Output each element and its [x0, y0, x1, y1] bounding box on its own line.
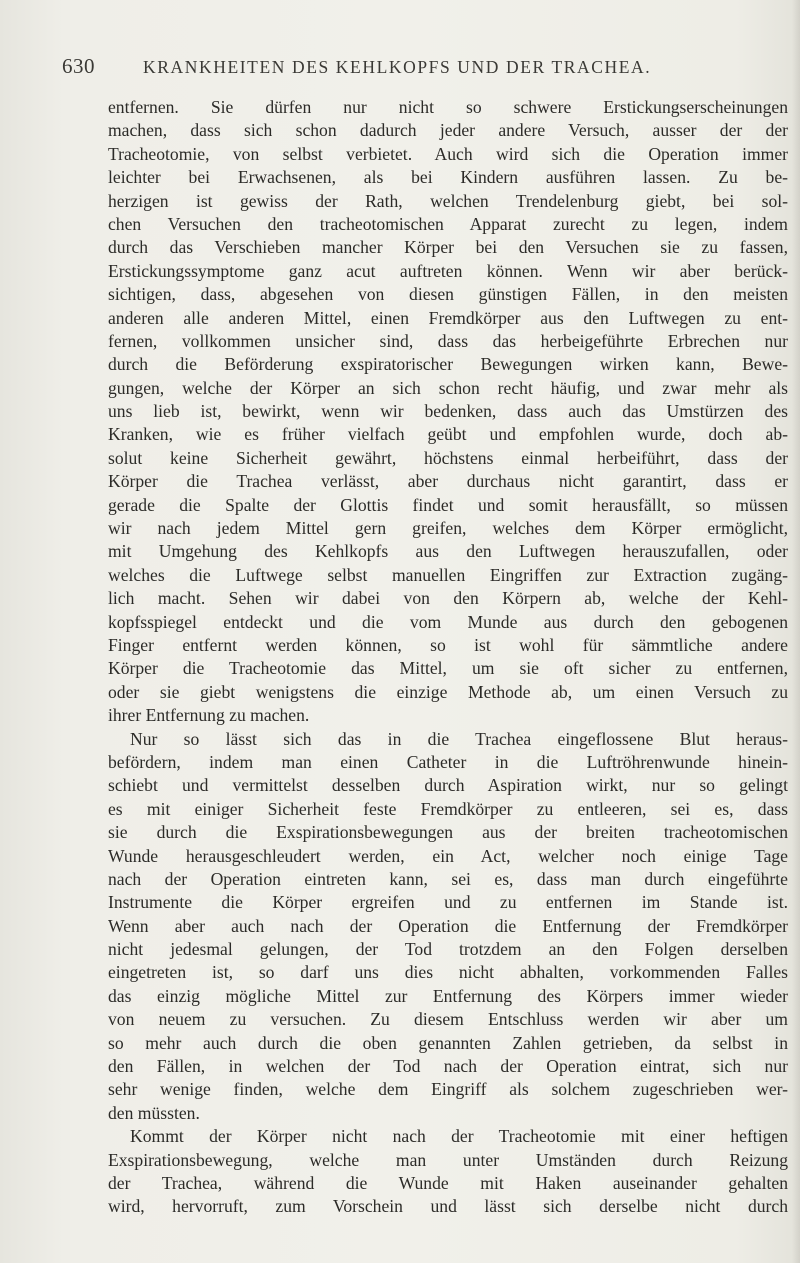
text-line: gerade die Spalte der Glottis findet und somit herausfällt, so müssen — [108, 494, 788, 515]
text-line: nicht jedesmal gelungen, der Tod trotzdem an den Folgen derselben — [108, 939, 788, 960]
text-line: Tracheotomie, von selbst verbietet. Auch wird sich die Operation immer — [108, 143, 788, 164]
text-line: uns lieb ist, bewirkt, wenn wir bedenken, dass auch das Umstürzen des — [108, 401, 788, 422]
page-edge-shadow — [792, 0, 800, 1263]
text-line: sie durch die Exspirationsbewegungen aus der breiten tracheotomischen — [108, 822, 788, 843]
text-line: schiebt und vermittelst desselben durch Aspiration wirkt, nur so gelingt — [108, 775, 788, 796]
text-line: wird, hervorruft, zum Vorschein und lässt sich derselbe nicht durch — [108, 1196, 788, 1217]
text-line: eingetreten ist, so darf uns dies nicht abhalten, vorkommenden Falles — [108, 962, 788, 983]
paragraph-start-line: Nur so lässt sich das in die Trachea eingeflossene Blut heraus- — [130, 728, 788, 749]
text-line: Kranken, wie es früher vielfach geübt und empfohlen wurde, doch ab- — [108, 424, 788, 445]
text-line: sichtigen, dass, abgesehen von diesen günstigen Fällen, in den meisten — [108, 284, 788, 305]
text-line: wir nach jedem Mittel gern greifen, welches dem Körper ermöglicht, — [108, 518, 788, 539]
text-line: durch die Beförderung exspiratorischer Bewegungen wirken kann, Bewe- — [108, 354, 788, 375]
text-line: es mit einiger Sicherheit feste Fremdkörper zu entleeren, sei es, dass — [108, 798, 788, 819]
text-line: anderen alle anderen Mittel, einen Fremdkörper aus den Luftwegen zu ent- — [108, 307, 788, 328]
text-line: das einzig mögliche Mittel zur Entfernung des Körpers immer wieder — [108, 985, 788, 1006]
text-line: so mehr auch durch die oben genannten Zahlen getrieben, da selbst in — [108, 1032, 788, 1053]
paragraph-start-line: Kommt der Körper nicht nach der Tracheotomie mit einer heftigen — [130, 1126, 788, 1147]
text-line: Exspirationsbewegung, welche man unter Umständen durch Reizung — [108, 1149, 788, 1170]
text-line: kopfsspiegel entdeckt und die vom Munde aus durch den gebogenen — [108, 611, 788, 632]
text-line: lich macht. Sehen wir dabei von den Körpern ab, welche der Kehl- — [108, 588, 788, 609]
text-line: Körper die Tracheotomie das Mittel, um sie oft sicher zu entfernen, — [108, 658, 788, 679]
text-line: entfernen. Sie dürfen nur nicht so schwere Erstickungserscheinungen — [108, 97, 788, 117]
text-line: solut keine Sicherheit gewährt, höchstens einmal herbeiführt, dass der — [108, 447, 788, 468]
text-line: leichter bei Erwachsenen, als bei Kindern ausführen lassen. Zu be- — [108, 167, 788, 188]
text-line: Instrumente die Körper ergreifen und zu entfernen im Stande ist. — [108, 892, 788, 913]
text-line: von neuem zu versuchen. Zu diesem Entschluss werden wir aber um — [108, 1009, 788, 1030]
text-line: befördern, indem man einen Catheter in die Luftröhrenwunde hinein- — [108, 751, 788, 772]
text-line: chen Versuchen den tracheotomischen Apparat zurecht zu legen, indem — [108, 213, 788, 234]
text-line: gungen, welche der Körper an sich schon recht häufig, und zwar mehr als — [108, 377, 788, 398]
paragraph-end-line: ihrer Entfernung zu machen. — [108, 705, 310, 726]
page-number: 630 — [62, 54, 95, 78]
text-line: sehr wenige finden, welche dem Eingriff als solchem zugeschrieben wer- — [108, 1079, 788, 1100]
text-line: durch das Verschieben mancher Körper bei den Versuchen sie zu fassen, — [108, 237, 788, 258]
text-line: Körper die Trachea verlässt, aber durchaus nicht garantirt, dass er — [108, 471, 788, 492]
text-line: mit Umgehung des Kehlkopfs aus den Luftwegen herauszufallen, oder — [108, 541, 788, 562]
body-text — [108, 96, 788, 1219]
text-line: Wunde herausgeschleudert werden, ein Act, welcher noch einige Tage — [108, 845, 788, 866]
text-line: den Fällen, in welchen der Tod nach der Operation eintrat, sich nur — [108, 1056, 788, 1077]
paragraph-end-line: den müssten. — [108, 1102, 200, 1123]
text-line: Erstickungssymptome ganz acut auftreten können. Wenn wir aber berück- — [108, 260, 788, 281]
text-line: fernen, vollkommen unsicher sind, dass das herbeigeführte Erbrechen nur — [108, 330, 788, 351]
running-head: KRANKHEITEN DES KEHLKOPFS UND DER TRACHEA. — [143, 57, 652, 77]
text-line: der Trachea, während die Wunde mit Haken auseinander gehalten — [108, 1172, 788, 1193]
page-header — [62, 54, 682, 84]
text-line: machen, dass sich schon dadurch jeder andere Versuch, ausser der der — [108, 120, 788, 141]
text-line: herzigen ist gewiss der Rath, welchen Trendelenburg giebt, bei sol- — [108, 190, 788, 211]
text-line: oder sie giebt wenigstens die einzige Methode ab, um einen Versuch zu — [108, 681, 788, 702]
text-line: Finger entfernt werden können, so ist wohl für sämmtliche andere — [108, 634, 788, 655]
text-line: welches die Luftwege selbst manuellen Eingriffen zur Extraction zugäng- — [108, 564, 788, 585]
text-line: nach der Operation eintreten kann, sei es, dass man durch eingeführte — [108, 868, 788, 889]
text-line: Wenn aber auch nach der Operation die Entfernung der Fremdkörper — [108, 915, 788, 936]
